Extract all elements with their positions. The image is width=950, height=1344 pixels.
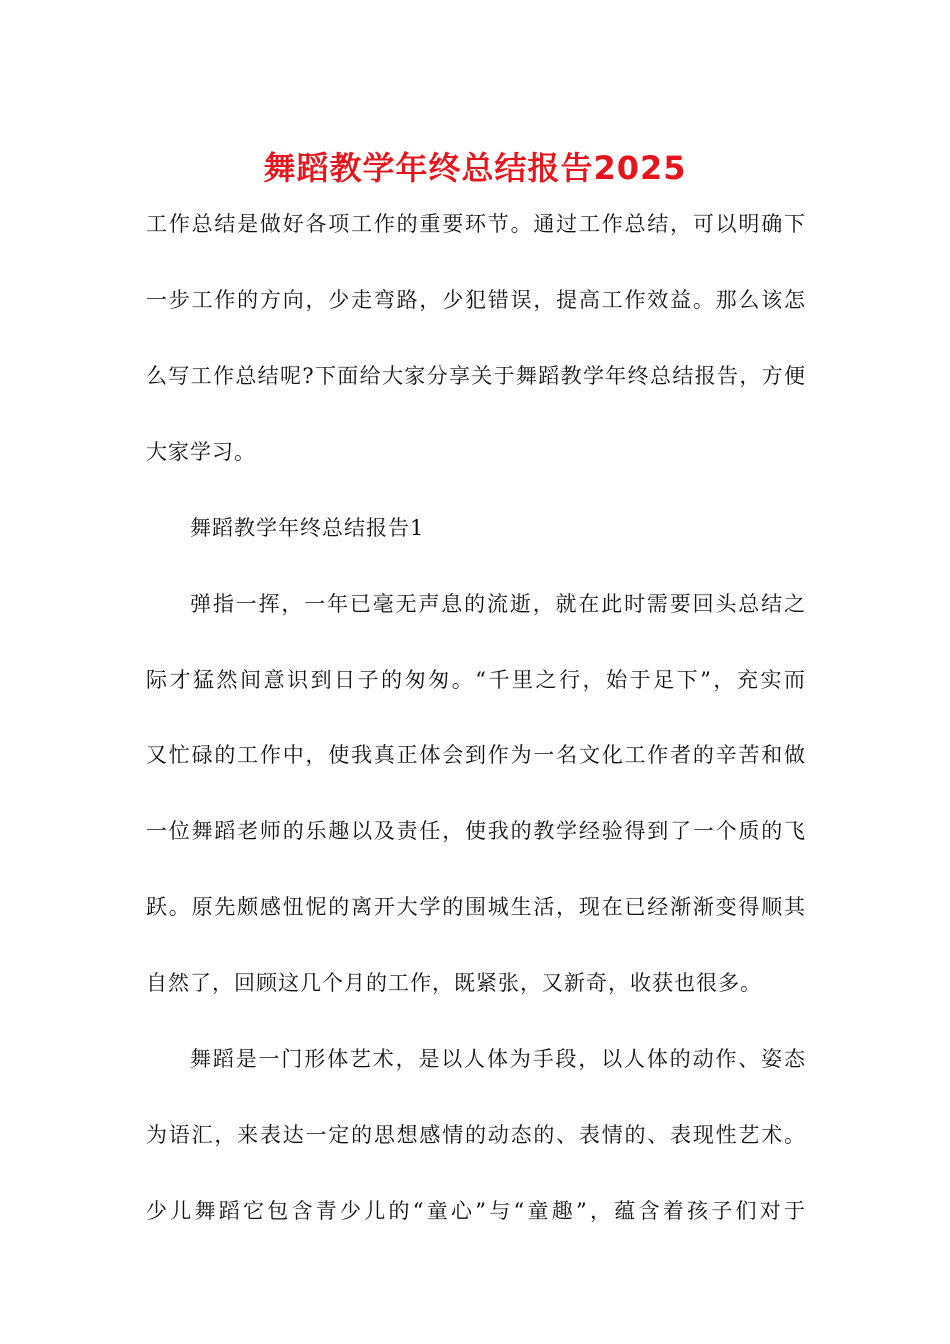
paragraph-line: 弹指一挥，一年已毫无声息的流逝，就在此时需要回头总结之	[190, 592, 806, 616]
document-title: 舞蹈教学年终总结报告2025	[263, 149, 687, 187]
paragraph-line: 工作总结是做好各项工作的重要环节。通过工作总结，可以明确下	[146, 212, 806, 236]
paragraph-line: 跃。原先颇感忸怩的离开大学的围城生活，现在已经渐渐变得顺其	[146, 895, 806, 919]
paragraph-line: 自然了，回顾这几个月的工作，既紧张，又新奇，收获也很多。	[146, 971, 762, 995]
paragraph-line: 一位舞蹈老师的乐趣以及责任，使我的教学经验得到了一个质的飞	[146, 819, 806, 843]
paragraph-line: 为语汇，来表达一定的思想感情的动态的、表情的、表现性艺术。	[146, 1123, 806, 1147]
paragraph-line: 大家学习。	[146, 440, 256, 464]
paragraph-line: 又忙碌的工作中，使我真正体会到作为一名文化工作者的辛苦和做	[146, 743, 806, 767]
section-heading: 舞蹈教学年终总结报告1	[190, 516, 425, 540]
paragraph-line: 舞蹈是一门形体艺术，是以人体为手段，以人体的动作、姿态	[190, 1047, 806, 1071]
paragraph-line: 少儿舞蹈它包含青少儿的“童心”与“童趣”，蕴含着孩子们对于	[146, 1199, 806, 1223]
paragraph-line: 一步工作的方向，少走弯路，少犯错误，提高工作效益。那么该怎	[146, 288, 806, 312]
paragraph-line: 么写工作总结呢?下面给大家分享关于舞蹈教学年终总结报告，方便	[146, 364, 806, 388]
paragraph-line: 际才猛然间意识到日子的匆匆。“千里之行，始于足下”，充实而	[146, 668, 806, 692]
